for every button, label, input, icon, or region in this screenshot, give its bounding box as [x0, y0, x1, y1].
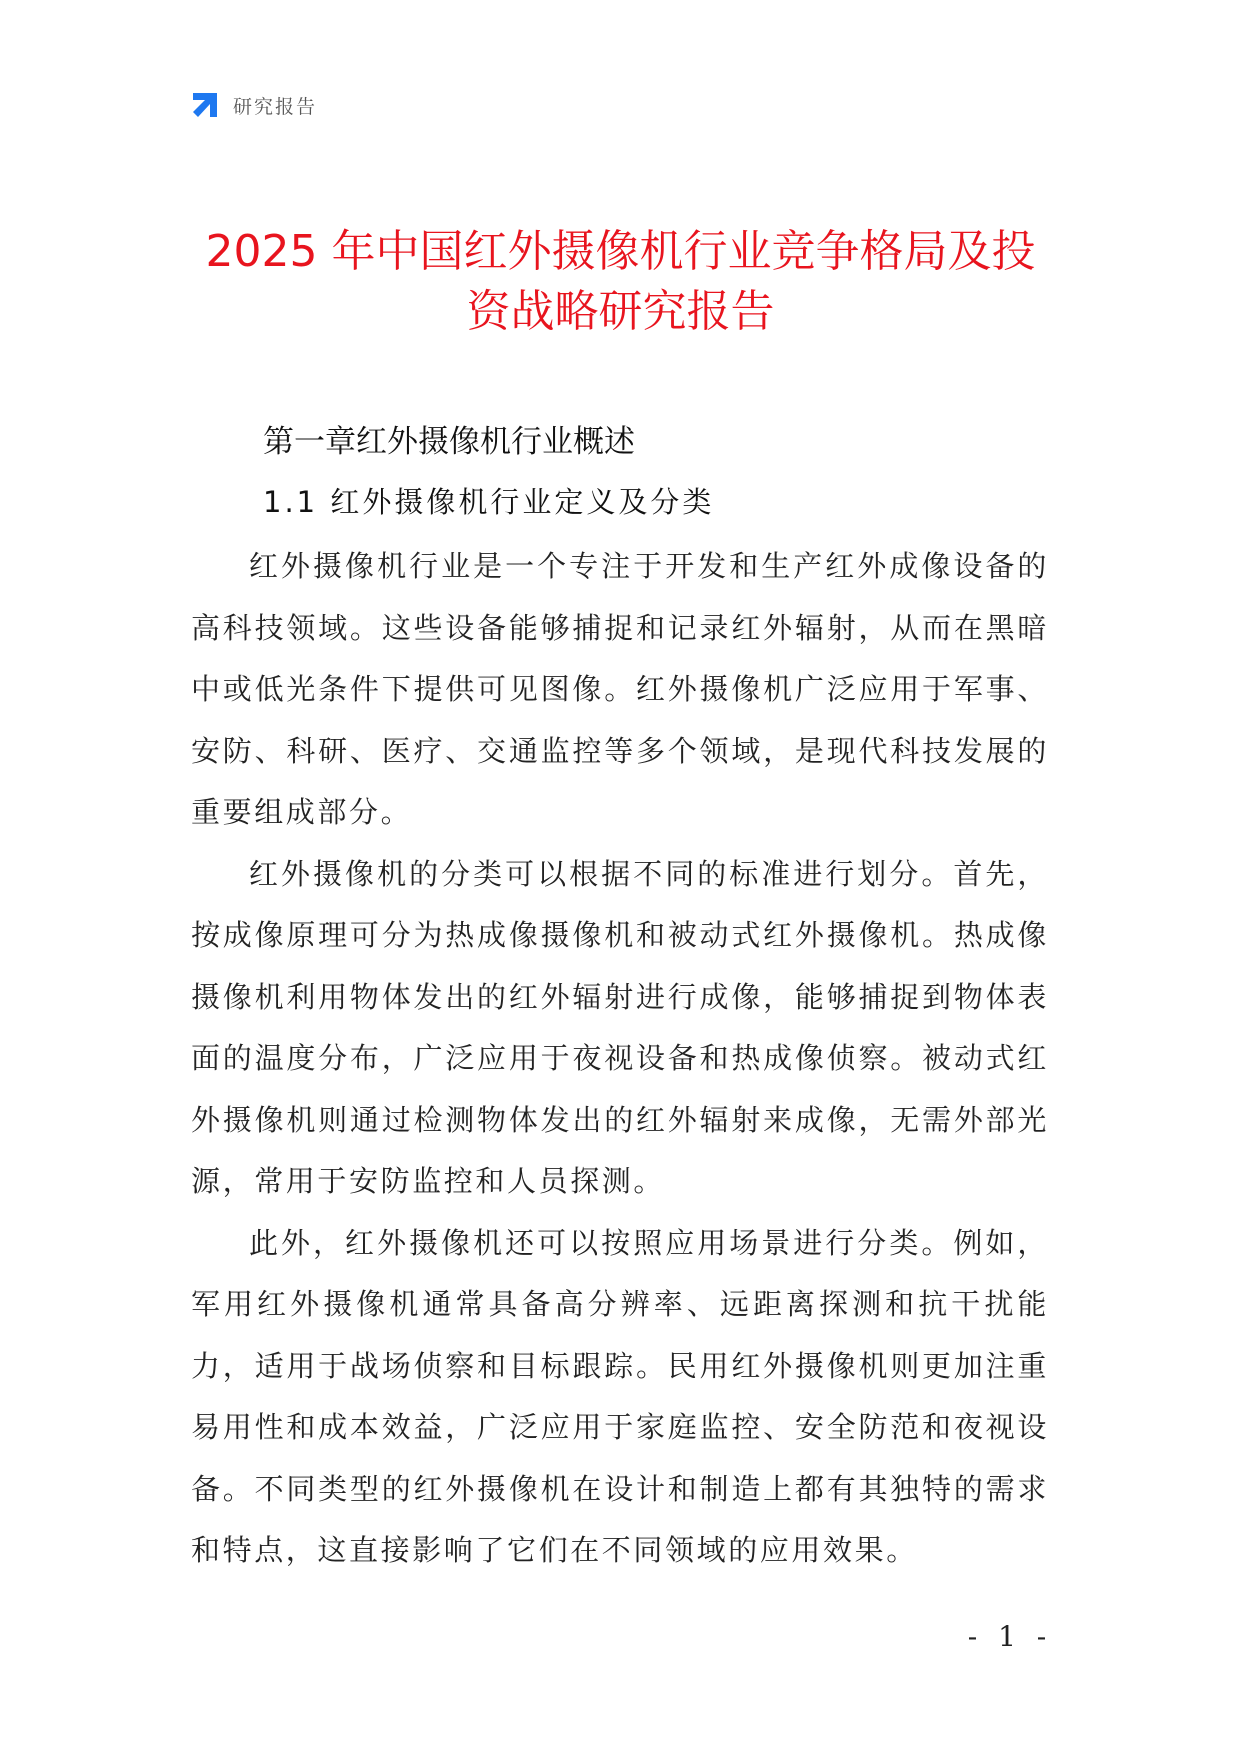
chapter-heading: 第一章红外摄像机行业概述 [263, 424, 635, 460]
header-label: 研究报告 [233, 95, 318, 118]
title-line-2: 资战略研究报告 [466, 286, 775, 337]
paragraph: 红外摄像机行业是一个专注于开发和生产红外成像设备的高科技领域。这些设备能够捕捉和记录红外辐射，从而在黑暗中或低光条件下提供可见图像。红外摄像机广泛应用于军事、安防、科研、医疗、交通监控等多个领域，是现代科技发展的重要组成部分。 [191, 549, 1049, 829]
document-header [189, 88, 317, 122]
report-title [150, 222, 1091, 342]
body-text [191, 536, 1049, 1582]
paragraph: 此外，红外摄像机还可以按照应用场景进行分类。例如，军用红外摄像机通常具备高分辨率、远距离探测和抗干扰能力，适用于战场侦察和目标跟踪。民用红外摄像机则更加注重易用性和成本效益，广泛应用于家庭监控、安全防范和夜视设备。不同类型的红外摄像机在设计和制造上都有其独特的需求和特点，这直接影响了它们在不同领域的应用效果。 [191, 1225, 1049, 1567]
title-line-1: 2025 年中国红外摄像机行业竞争格局及投 [205, 226, 1036, 277]
arrow-up-right-icon [189, 89, 221, 121]
section-heading: 1.1 红外摄像机行业定义及分类 [263, 485, 715, 519]
page-number: - 1 - [967, 1620, 1053, 1653]
paragraph: 红外摄像机的分类可以根据不同的标准进行划分。首先，按成像原理可分为热成像摄像机和被动式红外摄像机。热成像摄像机利用物体发出的红外辐射进行成像，能够捕捉到物体表面的温度分布，广泛应用于夜视设备和热成像侦察。被动式红外摄像机则通过检测物体发出的红外辐射来成像，无需外部光源，常用于安防监控和人员探测。 [191, 856, 1049, 1198]
